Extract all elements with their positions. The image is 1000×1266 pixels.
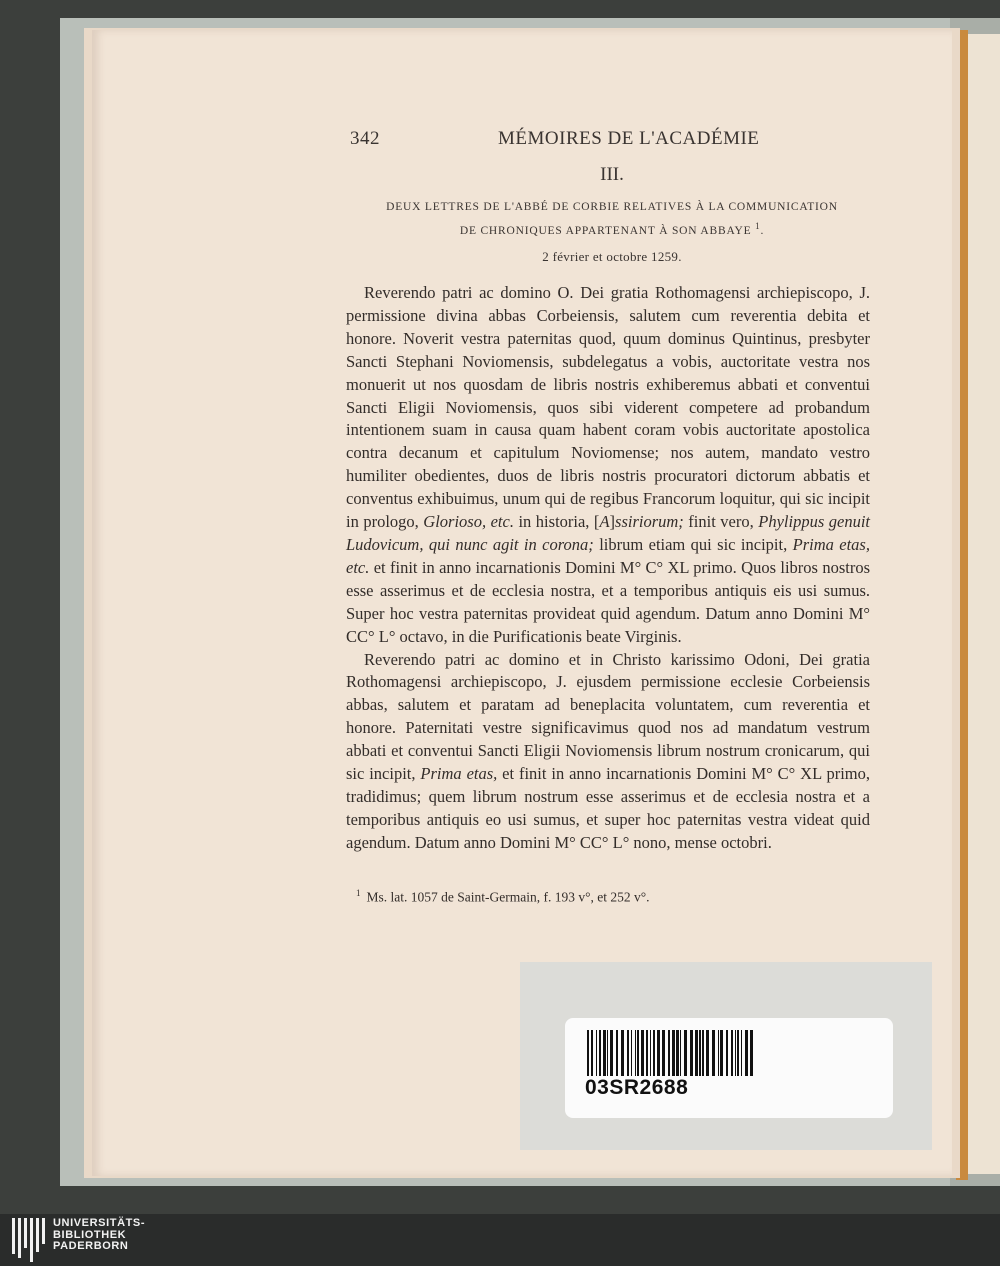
barcode-icon bbox=[587, 1030, 757, 1076]
running-title: MÉMOIRES DE L'ACADÉMIE bbox=[498, 128, 760, 149]
letter-2: Reverendo patri ac domino et in Christo karissimo Odoni, Dei gratia Rothomagensi archiepiscopo, J. ejusdem permissione ecclesie Corbeiensis abbas, salutem et paratam ad beneplacita voluntatem, cum reverentia et honore. Paternitati vestre significavimus quod nos ad mandatum vestrum abbati et conventui Sancti Eligii Noviomensis librum nostrum cronicarum, qui sic incipit, Prima etas, et finit in anno incarnationis Domini M° C° XL primo, tradidimus; quem librum nostrum esse asserimus et de ecclesia nostra et a temporibus antiquis eo usi sumus, et super hoc paternitas vestra videat quid agendum. Datum anno Domini M° CC° L° nono, mense octobri. bbox=[346, 649, 870, 852]
heading-footnote-mark: 1 bbox=[755, 221, 761, 231]
page-number: 342 bbox=[350, 128, 380, 149]
footnote bbox=[356, 888, 876, 906]
date-line: 2 février et octobre 1259. bbox=[542, 249, 682, 264]
body-text bbox=[346, 282, 870, 855]
heading-line-1: DEUX LETTRES DE L'ABBÉ DE CORBIE RELATIVES À LA COMMUNICATION bbox=[386, 201, 838, 213]
book-edge-paper bbox=[968, 34, 1000, 1174]
footnote-text: Ms. lat. 1057 de Saint-Germain, f. 193 v°, et 252 v°. bbox=[366, 889, 650, 905]
document-heading bbox=[350, 198, 874, 241]
library-logo-icon bbox=[12, 1218, 46, 1262]
library-name: UNIVERSITÄTS- BIBLIOTHEK PADERBORN bbox=[53, 1217, 146, 1252]
footnote-mark: 1 bbox=[356, 888, 361, 898]
library-footer bbox=[0, 1214, 1000, 1266]
barcode-id: 03SR2688 bbox=[585, 1076, 689, 1099]
section-number: III. bbox=[600, 164, 624, 185]
letter-1: Reverendo patri ac domino O. Dei gratia Rothomagensi archiepiscopo, J. permissione divina abbas Corbeiensis, salutem cum reverentia debita et honore. Noverit vestra paternitas quod, quum dominus Quintinus, presbyter Sancti Stephani Noviomensis, subdelegatus a vobis, auctoritate vestra nos monuerit ut nos quosdam de libris nostris exhiberemus abbati et conventui Sancti Eligii Noviomensis, quos sibi viderent competere ad probandum intentionem suam in causa quam habent coram vobis auctoritate apostolica contra decanum et capitulum Noviomense; nos autem, mandato vestro humiliter obedientes, duos de libris nostris procuratori dictorum abbatis et conventus exhibuimus, unum qui de regibus Francorum loquitur, qui sic incipit in prologo, Glorioso, etc. in historia, [A]ssiriorum; finit vero, Phylippus genuit Ludovicum, qui nunc agit in corona; librum etiam qui sic incipit, Prima etas, etc. et finit in anno incarnationis Domini M° C° XL primo. Quos libros nostros esse asserimus et de ecclesia nostra, et a temporibus antiquis eis usi sumus. Super hoc vestra paternitas provideat quid agendum. Datum anno Domini M° CC° L° octavo, in die Purificationis beate Virginis. bbox=[346, 283, 870, 646]
barcode-label bbox=[565, 1018, 893, 1118]
heading-line-2: DE CHRONIQUES APPARTENANT À SON ABBAYE $^1$. bbox=[459, 221, 765, 237]
